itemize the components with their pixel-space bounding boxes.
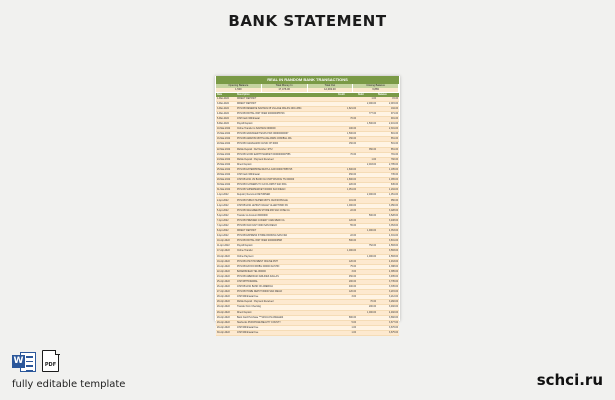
debit-cell: 1.00 — [357, 97, 377, 102]
balance-cell: 851.00 — [377, 147, 399, 152]
summary-value: 1,500 — [216, 88, 262, 92]
summary-label: Closing Balance — [353, 84, 399, 88]
date-cell: 15-Mar-2022 — [216, 132, 236, 137]
date-cell: 11-Apr-2022 — [216, 244, 236, 249]
date-cell: 25-Apr-2022 — [216, 279, 236, 284]
balance-cell: 3,028.00 — [377, 208, 399, 213]
table-row — [216, 330, 399, 335]
date-cell: 29-Apr-2022 — [216, 320, 236, 325]
date-cell: 3-Mar-2022 — [216, 106, 236, 111]
balance-cell: 3,675.00 — [377, 330, 399, 335]
description-cell: Payroll Deposit — [236, 122, 337, 127]
credit-cell: 3.00 — [337, 295, 357, 300]
credit-cell: 150.00 — [337, 142, 357, 147]
balance-cell: 4,331.00 — [377, 234, 399, 239]
credit-cell: 450.00 — [337, 274, 357, 279]
description-cell: POS DB GOOD EARTH MARKET 00000000007556 — [236, 152, 337, 157]
summary-bar — [216, 84, 399, 92]
description-cell: POS DB HOME DEPOT #0000 SAN DIEGO — [236, 290, 337, 295]
debit-cell: 200.00 — [357, 305, 377, 310]
balance-cell: 971.00 — [377, 111, 399, 116]
description-cell: POS DB PRESSED JUICERY CARLSBAD CA — [236, 218, 337, 223]
balance-cell: 2,015.00 — [377, 101, 399, 106]
description-cell: POS DB EXPRESS STORE PARKING SAN FRA — [236, 234, 337, 239]
date-cell: 8-Apr-2022 — [216, 229, 236, 234]
date-cell: 22-Apr-2022 — [216, 269, 236, 274]
balance-cell: 4,353.00 — [377, 229, 399, 234]
credit-cell: 400.00 — [337, 285, 357, 290]
summary-opening — [216, 84, 262, 92]
description-cell: ATM DB 2221 LEHIGH VALLEY ALLENTOWN PA — [236, 203, 337, 208]
date-cell: 10-Mar-2022 — [216, 127, 236, 132]
credit-cell: 55.00 — [337, 223, 357, 228]
balance-cell: 3,335.00 — [377, 285, 399, 290]
description-cell: POS DB WALGREENS STORE #00 SAN JOSE CA — [236, 208, 337, 213]
balance-cell: 782.00 — [377, 157, 399, 162]
date-cell: 2-Apr-2022 — [216, 198, 236, 203]
credit-cell: 1,821.00 — [337, 106, 357, 111]
description-cell: POS DB PAYPAL INST XFER 2000000055746 — [236, 111, 337, 116]
debit-cell: 1,000.00 — [357, 310, 377, 315]
summary-label: Total Money In — [262, 84, 308, 88]
balance-cell: 4,583.00 — [377, 244, 399, 249]
balance-cell: 2,301.00 — [377, 127, 399, 132]
debit-cell: 500.00 — [357, 213, 377, 218]
balance-cell: 3,282.00 — [377, 300, 399, 305]
column-header: Date — [216, 93, 236, 97]
date-cell: 28-Apr-2022 — [216, 295, 236, 300]
balance-cell: 845.00 — [377, 183, 399, 188]
description-cell: POS DB CLEVELAND CLINIC OH 0000 — [236, 142, 337, 147]
description-cell: DIRECT DEPOSIT — [236, 97, 337, 102]
pdf-label: PDF — [44, 362, 57, 368]
date-cell: 29-Mar-2022 — [216, 178, 236, 183]
description-cell: Online Payment — [236, 254, 337, 259]
credit-cell: 1,000.00 — [337, 249, 357, 254]
date-cell: 1-Mar-2022 — [216, 97, 236, 102]
credit-cell: 120.00 — [337, 290, 357, 295]
description-cell: Mobile Deposit : Ref Number :RTU — [236, 147, 337, 152]
credit-cell: 22.00 — [337, 208, 357, 213]
credit-cell: 70.00 — [337, 116, 357, 121]
description-cell: POS DB AT&T PAYMENT ONLINE PMT — [236, 259, 337, 264]
format-info — [12, 350, 125, 390]
balance-cell: 4,388.00 — [377, 264, 399, 269]
date-cell: 24-Mar-2022 — [216, 157, 236, 162]
summary-money-in — [262, 84, 308, 92]
column-header: Description — [236, 93, 337, 97]
balance-cell: 1,065.00 — [377, 178, 399, 183]
credit-cell: 500.00 — [337, 239, 357, 244]
summary-value: 12,093.00 — [308, 88, 354, 92]
description-cell: Transfer from Checking — [236, 305, 337, 310]
balance-cell: 501.00 — [377, 142, 399, 147]
date-cell: 31-Mar-2022 — [216, 188, 236, 193]
balance-cell: 801.00 — [377, 132, 399, 137]
format-icons — [12, 350, 125, 374]
description-cell: Online Transfer — [236, 249, 337, 254]
description-cell: Payroll Deposit — [236, 244, 337, 249]
date-cell: 22-Mar-2022 — [216, 147, 236, 152]
credit-cell: 120.00 — [337, 218, 357, 223]
summary-closing — [353, 84, 399, 92]
balance-cell: 194.00 — [377, 106, 399, 111]
description-cell: POS DB AMAZON MKTPLACE AMZN.COM/BILL WA — [236, 137, 337, 142]
date-cell: 20-Mar-2022 — [216, 142, 236, 147]
debit-cell: 1,500.00 — [357, 122, 377, 127]
date-cell: 30-Apr-2022 — [216, 330, 236, 335]
description-cell: POS DB ENTERPRISE RENT-A-CAR 00000 5558715 — [236, 167, 337, 172]
date-cell: 5-Apr-2022 — [216, 208, 236, 213]
description-cell: DIRECT DEPOSIT — [236, 101, 337, 106]
credit-cell: 22.00 — [337, 234, 357, 239]
balance-cell: 1,051.00 — [377, 193, 399, 198]
description-cell: POS DB RESERVE SAVINGS 05 VILLAGE WALKS 2001 2834 — [236, 106, 337, 111]
word-letter: W — [13, 356, 24, 366]
description-cell: POS DB PUBLIX SUPER MKTS JACKSONVILLE — [236, 198, 337, 203]
summary-value: 17,476.00 — [262, 88, 308, 92]
date-cell: 5-Mar-2022 — [216, 116, 236, 121]
debit-cell: 350.00 — [357, 147, 377, 152]
date-cell: 29-Apr-2022 — [216, 315, 236, 320]
description-cell: Mobile Deposit : Payment Received — [236, 157, 337, 162]
date-cell: 28-Apr-2022 — [216, 300, 236, 305]
date-cell: 7-Apr-2022 — [216, 223, 236, 228]
balance-cell: 4,583.00 — [377, 254, 399, 259]
date-cell: 16-Mar-2022 — [216, 137, 236, 142]
description-cell: POS DB OLD NAVY 0000 SAN DIEGO — [236, 223, 337, 228]
summary-total-out — [308, 84, 354, 92]
balance-cell: 4,385.00 — [377, 269, 399, 274]
description-cell: Starbucks PURCHASE BEAUTY COUNTY — [236, 320, 337, 325]
date-cell: 7-Apr-2022 — [216, 218, 236, 223]
debit-cell: 752.00 — [357, 244, 377, 249]
balance-cell: 4,482.00 — [377, 310, 399, 315]
credit-cell: 1.00 — [337, 325, 357, 330]
debit-cell: 1,000.00 — [357, 254, 377, 259]
description-cell: POS DB EXXON MOBIL 000000 AUSTIN — [236, 264, 337, 269]
date-cell: 4-Mar-2022 — [216, 111, 236, 116]
balance-cell: 2,401.00 — [377, 122, 399, 127]
description-cell: Direct Deposit — [236, 310, 337, 315]
pdf-fold — [55, 350, 60, 355]
balance-cell: 781.00 — [377, 152, 399, 157]
description-cell: BAKERSFIELD TEL #00000 — [236, 269, 337, 274]
date-cell: 27-Apr-2022 — [216, 290, 236, 295]
balance-cell: 2,785.00 — [377, 162, 399, 167]
credit-cell: 200.00 — [337, 279, 357, 284]
date-cell: 20-Apr-2022 — [216, 264, 236, 269]
balance-cell: 3,408.00 — [377, 218, 399, 223]
date-cell: 25-Mar-2022 — [216, 162, 236, 167]
date-cell: 18-Apr-2022 — [216, 254, 236, 259]
debit-cell: 2,003.00 — [357, 162, 377, 167]
description-cell: ATM DB 2221 US BANK NA CHATTANOOG TN 000000 — [236, 178, 337, 183]
balance-cell: 3,353.00 — [377, 223, 399, 228]
pdf-file-icon — [42, 350, 59, 372]
credit-cell: 800.00 — [337, 315, 357, 320]
date-cell: 4-Apr-2022 — [216, 203, 236, 208]
balance-cell: 3,677.00 — [377, 320, 399, 325]
balance-cell: 3,482.00 — [377, 305, 399, 310]
balance-cell: 950.00 — [377, 198, 399, 203]
date-cell: 5-Apr-2022 — [216, 213, 236, 218]
balance-cell: 4,463.00 — [377, 259, 399, 264]
date-cell: 29-Apr-2022 — [216, 310, 236, 315]
debit-cell: 2,000.00 — [357, 193, 377, 198]
credit-cell: 3.00 — [337, 269, 357, 274]
description-cell: Bank Card Purchase ***1234 LOS ANGELES — [236, 315, 337, 320]
balance-cell: 735.00 — [377, 173, 399, 178]
description-cell: Deposit | Recurrent RETURNED — [236, 193, 337, 198]
description-cell: Transfer to Account #0000000 — [236, 213, 337, 218]
balance-cell: 1,185.00 — [377, 167, 399, 172]
description-cell: POS DB FLOWERS TO GO FLORIST SAN FRA — [236, 183, 337, 188]
column-header: Credit — [337, 93, 357, 97]
balance-cell: 3,935.00 — [377, 274, 399, 279]
summary-value: 6,883 — [353, 88, 399, 92]
credit-cell: 1,500.00 — [337, 132, 357, 137]
description-cell: Mobile Deposit : Payment Received — [236, 300, 337, 305]
balance-cell: 3,583.00 — [377, 249, 399, 254]
balance-cell: 901.00 — [377, 116, 399, 121]
column-header: Debit — [357, 93, 377, 97]
debit-cell: 1,000.00 — [357, 229, 377, 234]
credit-cell: 150.00 — [337, 137, 357, 142]
brand-watermark: schci.ru — [536, 371, 603, 389]
balance-cell: 1,294.00 — [377, 188, 399, 193]
credit-cell: 1,051.00 — [337, 188, 357, 193]
credit-cell: 1.00 — [337, 330, 357, 335]
date-cell: 9-Apr-2022 — [216, 234, 236, 239]
summary-label: Opening Balance — [216, 84, 262, 88]
balance-cell: 3,528.00 — [377, 213, 399, 218]
credit-cell: 1,800.00 — [337, 178, 357, 183]
summary-label: Total Out — [308, 84, 354, 88]
caption-text: fully editable template — [12, 379, 126, 390]
description-cell: POS DB PAYPAL INST XFER 20000000568 — [236, 239, 337, 244]
date-cell: 3-Mar-2022 — [216, 101, 236, 106]
balance-cell: 3,212.00 — [377, 295, 399, 300]
credit-cell: 220.00 — [337, 183, 357, 188]
debit-cell: 1.00 — [357, 157, 377, 162]
credit-cell: 120.00 — [337, 259, 357, 264]
description-cell: POS DB GRAINGER TEXAS FWX 000000000007 — [236, 132, 337, 137]
balance-cell: 3,735.00 — [377, 279, 399, 284]
balance-cell: 3,676.00 — [377, 325, 399, 330]
description-cell: ATM Cash Withdrawal — [236, 173, 337, 178]
description-cell: POS DB SUPERMARKET 000000 SAN DIEGO — [236, 188, 337, 193]
date-cell: 25-Mar-2022 — [216, 167, 236, 172]
credit-cell: 5.00 — [337, 320, 357, 325]
description-cell: Online Transfer to SAVINGS 0000000 — [236, 127, 337, 132]
credit-cell: 1,600.00 — [337, 167, 357, 172]
description-cell: ATM Withdrawal Fee — [236, 325, 337, 330]
word-file-icon — [12, 350, 36, 374]
description-cell: Direct Deposit — [236, 162, 337, 167]
description-cell: POS DB AMERICAN AIRLINES DALLAS — [236, 274, 337, 279]
credit-cell: 100.00 — [337, 127, 357, 132]
column-header: Balance — [377, 93, 399, 97]
date-cell: 19-Apr-2022 — [216, 259, 236, 264]
page-title: BANK STATEMENT — [228, 12, 387, 30]
debit-cell: 2,000.00 — [357, 101, 377, 106]
transactions-table — [216, 93, 399, 336]
credit-cell: 1,000.00 — [337, 203, 357, 208]
balance-cell: 3,050.00 — [377, 203, 399, 208]
credit-cell: 70.00 — [337, 152, 357, 157]
date-cell: 1-Apr-2022 — [216, 193, 236, 198]
statement-sheet — [215, 76, 400, 334]
date-cell: 29-Apr-2022 — [216, 325, 236, 330]
date-cell: 28-Mar-2022 — [216, 173, 236, 178]
description-cell: ATM Withdrawal Fee — [236, 295, 337, 300]
credit-cell: 75.00 — [337, 264, 357, 269]
debit-cell — [357, 330, 377, 335]
description-cell: ATM Withdrawal Fee — [236, 330, 337, 335]
date-cell: 10-Apr-2022 — [216, 239, 236, 244]
description-cell: ATM Cash Withdrawal — [236, 116, 337, 121]
description-cell: DIRECT DEPOSIT — [236, 229, 337, 234]
balance-cell: 3,831.00 — [377, 239, 399, 244]
date-cell: 17-Apr-2022 — [216, 249, 236, 254]
date-cell: 30-Mar-2022 — [216, 183, 236, 188]
transactions-body — [216, 97, 399, 336]
credit-cell: 450.00 — [337, 173, 357, 178]
credit-cell: 101.00 — [337, 198, 357, 203]
debit-cell: 70.00 — [357, 300, 377, 305]
date-cell: 26-Apr-2022 — [216, 285, 236, 290]
description-cell: ATM DB 2221 BANK OF AMERICA — [236, 285, 337, 290]
description-cell: ATM WITHDRAWAL — [236, 279, 337, 284]
date-cell: 29-Apr-2022 — [216, 305, 236, 310]
date-cell: 8-Mar-2022 — [216, 122, 236, 127]
statement-header: REAL IN RANDOM BANK TRANSACTIONS — [216, 76, 399, 84]
debit-cell: 777.00 — [357, 111, 377, 116]
date-cell: 23-Mar-2022 — [216, 152, 236, 157]
balance-cell: 3,682.00 — [377, 315, 399, 320]
balance-cell: 15.00 — [377, 97, 399, 102]
date-cell: 23-Apr-2022 — [216, 274, 236, 279]
balance-cell: 3,215.00 — [377, 290, 399, 295]
balance-cell: 651.00 — [377, 137, 399, 142]
